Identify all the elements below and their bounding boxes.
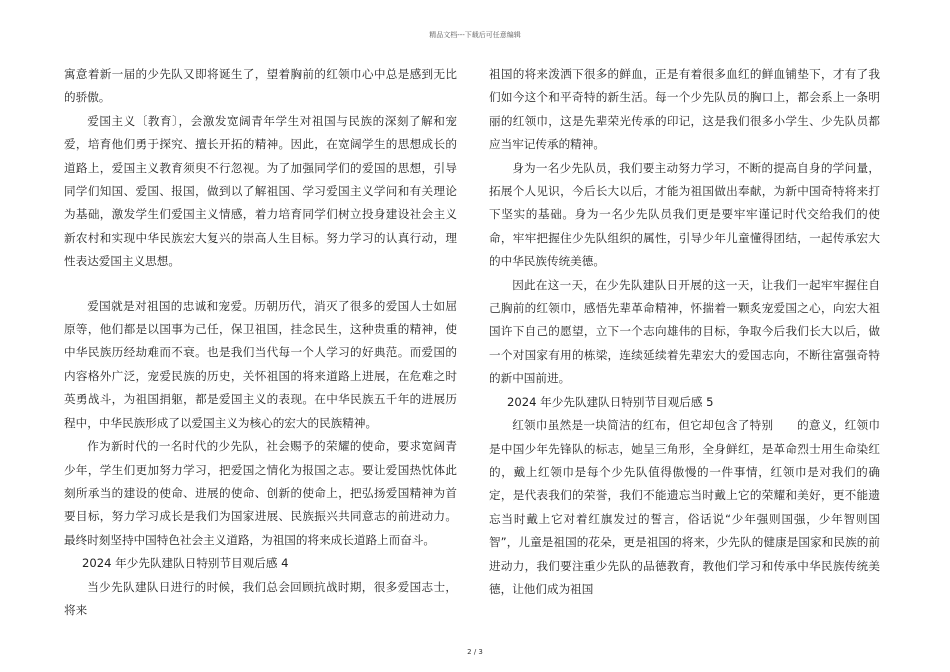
paragraph: 寓意着新一届的少先队又即将诞生了，望着胸前的红领巾心中总是感到无比的骄傲。 [64,67,457,105]
paragraph: 祖国的将来泼洒下很多的鲜血，正是有着很多血红的鲜血铺垫下，才有了我们如今这个和平奇特的新生活。每一个少先队员的胸口上，都会系上一条明丽的红领巾，这是先辈荣光传承的印记，这是我们很多小学生、少先队员都应当牢记传承的精神。 [489,67,880,152]
paragraph-gap [64,274,457,295]
right-column [489,63,880,601]
section-heading: 2024 年少先队建队日特别节目观后感 4 [81,556,289,571]
page-header: 精品文档---下载后可任意编辑 [429,31,521,39]
paragraph: 身为一名少先队员，我们要主动努力学习，不断的提高自身的学问量，拓展个人见识，今后长大以后，才能为祖国做出奉献，为新中国奇特将来打下坚实的基础。身为一名少先队员我们更是要牢牢谨记时代交给我们的使命，牢牢把握住少先队组织的属性，引导少年儿童懂得团结，一起传承宏大的中华民族传统美德。 [489,160,880,269]
section-heading: 2024 年少先队建队日特别节目观后感 5 [506,394,714,409]
paragraph: 当少先队建队日进行的时候，我们总会回顾抗战时期，很多爱国志士，将来 [64,579,457,617]
left-column [64,63,457,622]
paragraph: 因此在这一天，在少先队建队日开展的这一天，让我们一起牢牢握住自己胸前的红领巾，感悟先辈革命精神，怀揣着一颗炙宠爱国之心，向宏大祖国许下自己的愿望，立下一个志向雄伟的目标，争取今后我们长大以后，做一个对国家有用的栋梁，连续延续着先辈宏大的爱国志向，不断往富强奇特的新中国前进。 [489,277,880,386]
page-number: 2 / 3 [467,648,483,656]
paragraph: 爱国就是对祖国的忠诚和宠爱。历朝历代，消灭了很多的爱国人士如屈原等，他们都是以国事为己任，保卫祖国，挂念民生，这种贵重的精神，使中华民族历经劫难而不衰。也是我们当代每一个人学习的好典范。而爱国的内容格外广泛，宠爱民族的历史，关怀祖国的将来道路上进展，在危难之时英勇战斗，为祖国捐躯，都是爱国主义的表现。在中华民族五千年的进展历程中，中华民族形成了以爱国主义为核心的宏大的民族精神。 [64,298,457,430]
paragraph: 作为新时代的一名时代的少先队，社会赐予的荣耀的使命，要求宽阔青少年，学生们更加努力学习，把爱国之情化为报国之志。要让爱国热忱体此刻所承当的建设的使命、进展的使命、创新的使命上，把弘扬爱国精神为首要目标，努力学习成长是我们为国家进展、民族振兴共同意志的前进动力。最终时刻坚持中国特色社会主义道路，为祖国的将来成长道路上而奋斗。 [64,439,457,547]
paragraph: 红领巾虽然是一块简洁的红布，但它却包含了特别 的意义，红领巾是中国少年先锋队的标志，她呈三角形，全身鲜红，是革命烈士用生命染红的，戴上红领巾是每个少先队值得傲慢的一件事情，红领巾是对我们的确定，是代表我们的荣誉，我们不能遗忘当时戴上它的荣耀和美好，更不能遗忘当时戴上它对着红旗发过的誓言，俗话说“少年强则国强，少年智则国智”，儿童是祖国的花朵，更是祖国的将来，少先队的健康是国家和民族的前进动力，我们要注重少先队的品德教育，教他们学习和传承中华民族传统美德，让他们成为祖国 [489,418,880,596]
paragraph: 爱国主义〔教育〕，会激发宽阔青年学生对祖国与民族的深刻了解和宠爱，培育他们勇于探究、擅长开拓的精神。因此，在宽阔学生的思想成长的道路上，爱国主义教育须臾不行忽视。为了加强同学们的爱国的思想，引导同学们知国、爱国、报国，做到以了解祖国、学习爱国主义学问和有关理论为基础，激发学生们爱国主义情感，着力培育同学们树立投身建设社会主义新农村和实现中华民族宏大复兴的崇高人生目标。努力学习的认真行动，理性表达爱国主义思想。 [64,113,457,269]
